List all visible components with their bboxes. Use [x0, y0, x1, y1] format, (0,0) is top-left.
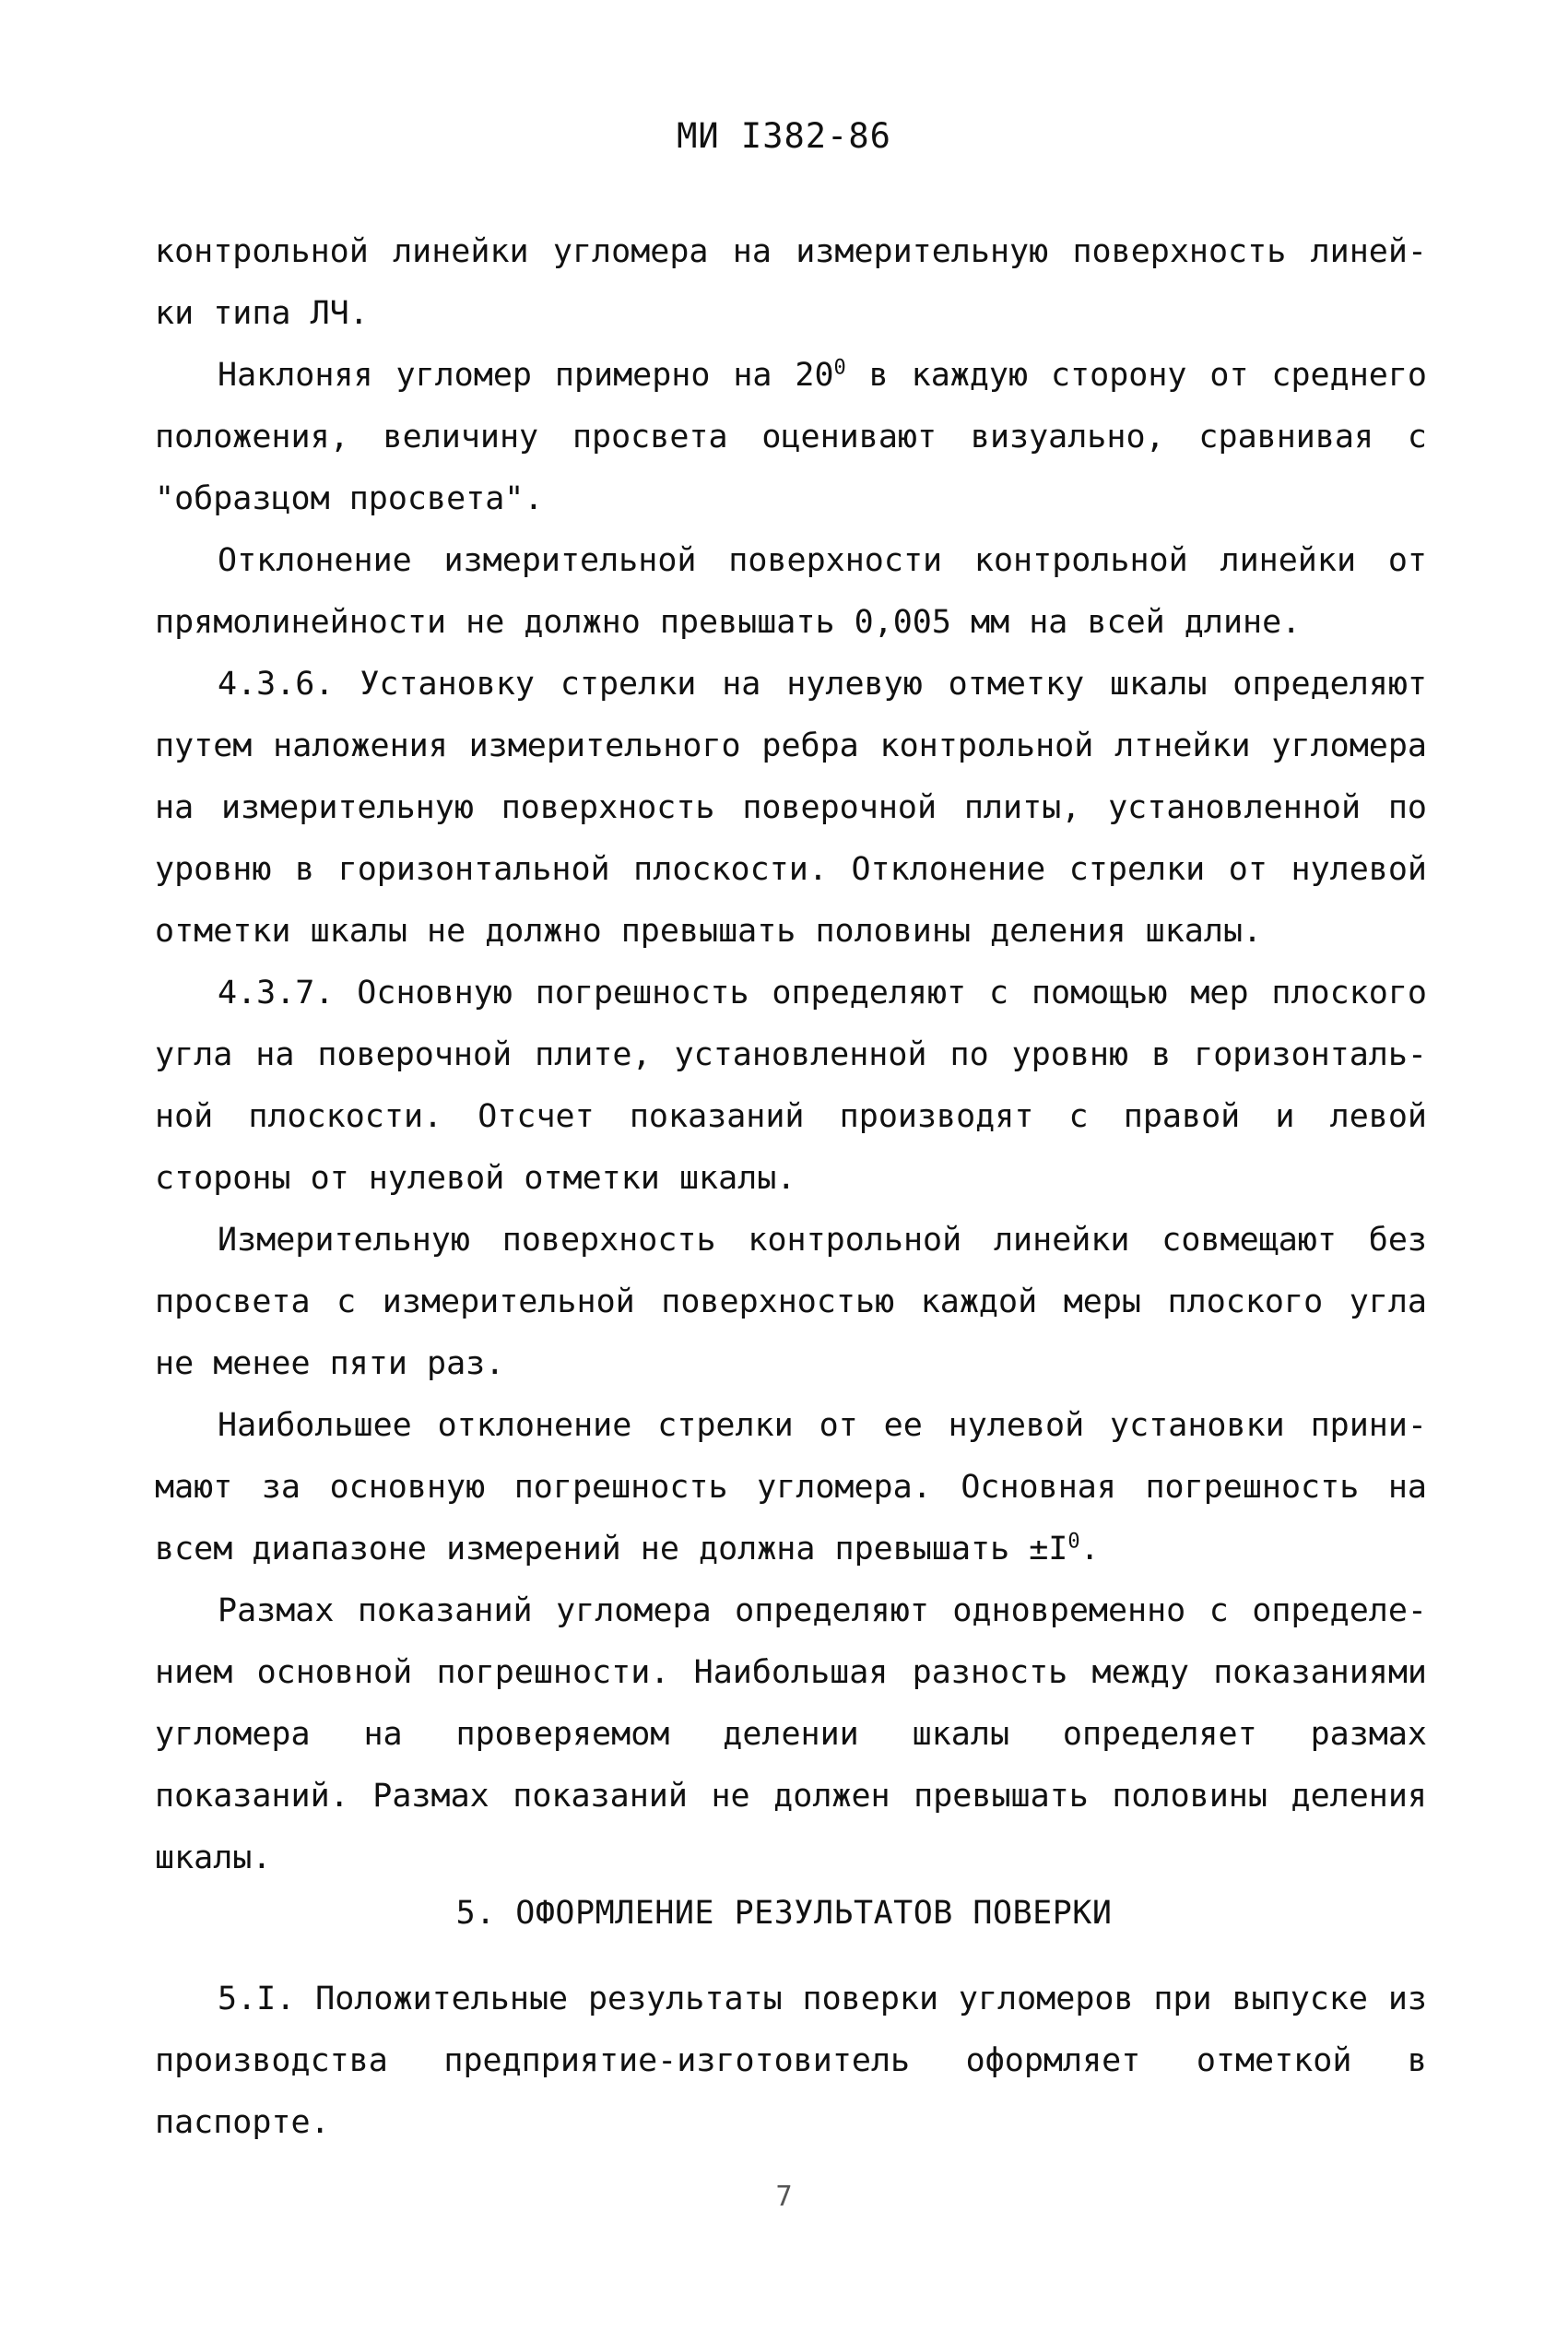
section-5-heading: 5. ОФОРМЛЕНИЕ РЕЗУЛЬТАТОВ ПОВЕРКИ: [455, 1895, 1113, 1932]
paragraph: Измерительную поверхность контрольной линейки совмещают без просвета с измерительной поверхностью каждой меры плоского угла не менее пяти раз.: [155, 1222, 1427, 1382]
paragraph-clause-4-3-6: 4.3.6. Установку стрелки на нулевую отметку шкалы определяют путем наложения измерительного ребра контрольной лтнейки угломера на измерительную поверхность поверочной плиты, установленной по уровню в горизонтальной плоскости. Отклонение стрелки от нулевой отметки шкалы не должно превышать половины деления шкалы.: [155, 666, 1427, 950]
degree-superscript: 0: [833, 356, 846, 380]
paragraph-text: в каждую сторону от среднего положения, величину просвета оценивают визуально, сравнивая с "образцом просвета".: [155, 357, 1427, 517]
body-text-block: [155, 221, 1427, 1889]
paragraph: Размах показаний угломера определяют одновременно с определе-нием основной погрешности. Наибольшая разность между показаниями угломера на проверяемом делении шкалы определяет размах показаний. Размах показаний не должен превышать половины деления шкалы.: [155, 1592, 1427, 1876]
paragraph-clause-4-3-7: 4.3.7. Основную погрешность определяют с помощью мер плоского угла на поверочной плите, установленной по уровню в горизонталь-ной плоскости. Отсчет показаний производят с правой и левой стороны от нулевой отметки шкалы.: [155, 975, 1427, 1197]
paragraph: Отклонение измерительной поверхности контрольной линейки от прямолинейности не должно превышать 0,005 мм на всей длине.: [155, 542, 1427, 641]
document-code-header: МИ I382-86: [677, 116, 891, 156]
paragraph: [155, 1395, 1427, 1580]
paragraph-text: Наклоняя угломер примерно на 20: [218, 357, 834, 394]
paragraph-text: .: [1079, 1531, 1100, 1567]
paragraph-text: Наибольшее отклонение стрелки от ее нулевой установки прини-мают за основную погрешность угломера. Основная погрешность на всем диапазоне измерений не должна превышать ±I: [155, 1407, 1427, 1567]
paragraph: [155, 345, 1427, 530]
paragraph-clause-5-1: 5.I. Положительные результаты поверки угломеров при выпуске из производства предприятие-изготовитель оформляет отметкой в паспорте.: [155, 1981, 1427, 2141]
degree-superscript: 0: [1067, 1530, 1080, 1554]
paragraph: контрольной линейки угломера на измерительную поверхность линей-ки типа ЛЧ.: [155, 233, 1427, 332]
page-number: 7: [775, 2181, 793, 2213]
section-5-body: [155, 1969, 1427, 2154]
